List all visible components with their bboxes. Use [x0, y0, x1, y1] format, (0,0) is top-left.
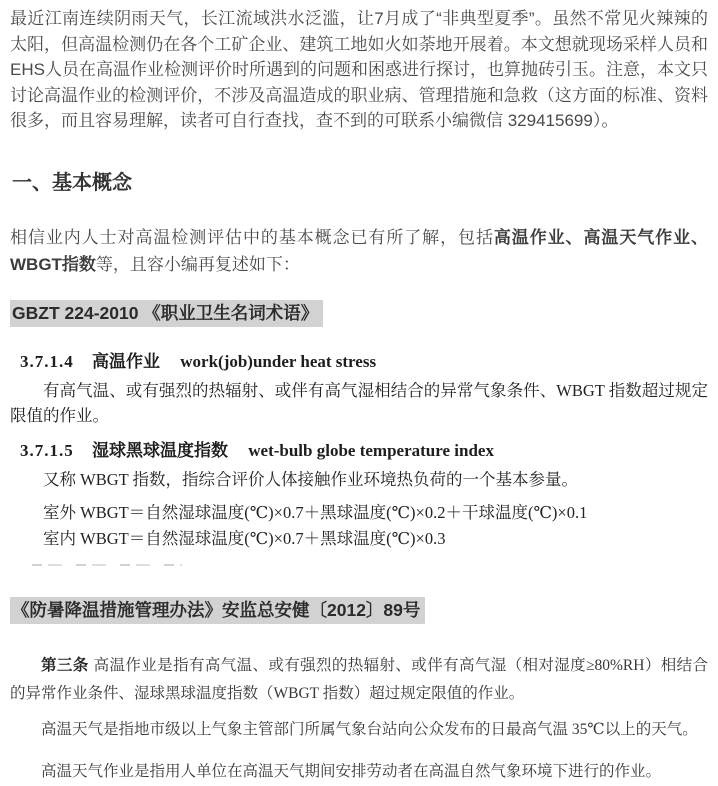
article3-text: 高温作业是指有高气温、或有强烈的热辐射、或伴有高气湿（相对湿度≥80%RH）相结合的异常作业条件、湿球黑球温度指数（WBGT 指数）超过规定限值的作业。 — [10, 656, 708, 702]
scan-term1-definition: 有高气温、或有强烈的热辐射、或伴有高气湿相结合的异常气象条件、WBGT 指数超过规定限值的作业。 — [10, 380, 708, 425]
scan-term2-number: 3.7.1.5 — [20, 440, 74, 460]
section-heading-basic-concepts: 一、基本概念 — [12, 171, 132, 194]
standard-scan-excerpt — [10, 351, 708, 567]
reference-title-gbzt-224-text: GBZT 224-2010 《职业卫生名词术语》 — [10, 300, 323, 327]
concepts-text-post: 等，且容小编再复述如下： — [95, 254, 300, 274]
regulation-article3-paragraph — [10, 652, 708, 708]
article3-label: 第三条 — [41, 656, 89, 674]
reference-title-2012-89 — [10, 597, 708, 624]
scan-cutoff-artifact — [32, 562, 182, 567]
concepts-bold-terms: 高温作业、高温天气作业、WBGT指数 — [10, 227, 709, 274]
hot-weather-definition: 高温天气是指地市级以上气象主管部门所属气象台站向公众发布的日最高气温 35℃以上的天气。 — [41, 720, 698, 738]
scan-term-heat-stress-work — [20, 351, 708, 373]
wbgt-formula-outdoor: 室外 WBGT＝自然湿球温度(℃)×0.7＋黑球温度(℃)×0.2＋干球温度(℃)×0.1 — [43, 502, 588, 522]
scan-term2-english: wet-bulb globe temperature index — [248, 440, 494, 460]
scan-term1-number: 3.7.1.4 — [20, 351, 74, 371]
scan-term2-chinese: 湿球黑球温度指数 — [92, 440, 228, 460]
scan-term-wbgt-index — [20, 440, 708, 462]
concepts-text-pre: 相信业内人士对高温检测评估中的基本概念已有所了解，包括 — [10, 227, 494, 247]
intro-paragraph: 最近江南连续阴雨天气，长江流域洪水泛滥，让7月成了“非典型夏季”。虽然不常见火辣辣的太阳，但高温检测仍在各个工矿企业、建筑工地如火如荼地开展着。本文想就现场采样人员和EHS人员在高温作业检测评价时所遇到的问题和困惑进行探讨，也算抛砖引玉。注意，本文只讨论高温作业的检测评价，不涉及高温造成的职业病、管理措施和急救（这方面的标准、资料很多，而且容易理解，读者可自行查找，查不到的可联系小编微信 329415699）。 — [10, 9, 708, 130]
scan-term2-definition: 又称 WBGT 指数，指综合评价人体接触作业环境热负荷的一个基本参量。 — [43, 469, 579, 489]
reference-title-2012-89-text: 《防暑降温措施管理办法》安监总安健〔2012〕89号 — [10, 597, 425, 624]
scan-term1-english: work(job)under heat stress — [180, 351, 377, 371]
wbgt-formula-indoor: 室内 WBGT＝自然湿球温度(℃)×0.7＋黑球温度(℃)×0.3 — [43, 528, 446, 548]
reference-title-gbzt-224 — [10, 300, 708, 327]
scan-term1-chinese: 高温作业 — [92, 351, 160, 371]
hot-weather-work-definition: 高温天气作业是指用人单位在高温天气期间安排劳动者在高温自然气象环境下进行的作业。 — [41, 762, 662, 780]
concepts-paragraph — [10, 224, 708, 278]
